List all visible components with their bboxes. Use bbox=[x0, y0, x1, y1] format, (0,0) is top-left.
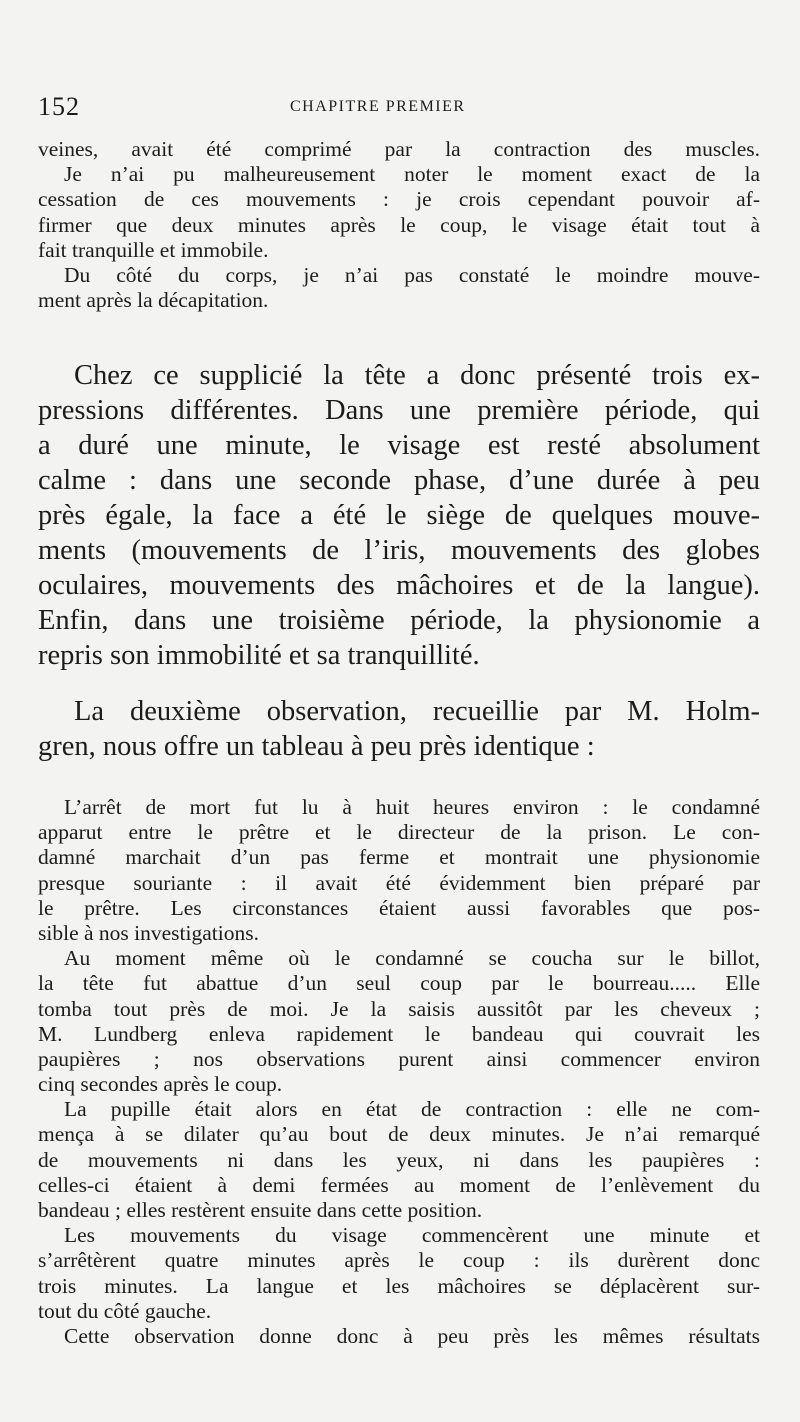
text-line: repris son immobilité et sa tranquillité. bbox=[38, 640, 480, 671]
text-line: gren, nous offre un tableau à peu près identique : bbox=[38, 731, 595, 762]
text-line: de mouvements ni dans les yeux, ni dans les paupières : bbox=[38, 1147, 760, 1172]
text-line: cinq secondes après le coup. bbox=[38, 1072, 283, 1097]
text-line: cessation de ces mouvements : je crois cependant pouvoir af- bbox=[38, 187, 760, 212]
text-line: veines, avait été comprimé par la contraction des muscles. bbox=[38, 137, 760, 161]
main-paragraph-2 bbox=[38, 694, 760, 764]
text-line: damné marchait d’un pas ferme et montrait une physionomie bbox=[38, 845, 760, 870]
text-line: ments (mouvements de l’iris, mouvements des globes bbox=[38, 535, 760, 566]
main-paragraph-1 bbox=[38, 358, 760, 673]
page-number: 152 bbox=[38, 92, 80, 121]
text-line: Au moment même où le condamné se coucha sur le billot, bbox=[64, 946, 760, 971]
text-line: celles-ci étaient à demi fermées au moment de l’enlèvement du bbox=[38, 1172, 760, 1197]
text-line: firmer que deux minutes après le coup, le visage était tout à bbox=[38, 212, 760, 237]
text-line: tomba tout près de moi. Je la saisis aussitôt par les cheveux ; bbox=[38, 996, 760, 1021]
text-line: près égale, la face a été le siège de quelques mouve- bbox=[38, 500, 760, 531]
text-line: apparut entre le prêtre et le directeur de la prison. Le con- bbox=[38, 820, 760, 845]
text-line: le prêtre. Les circonstances étaient aussi favorables que pos- bbox=[38, 895, 760, 920]
text-line: L’arrêt de mort fut lu à huit heures environ : le condamné bbox=[64, 795, 760, 819]
text-line: Chez ce supplicié la tête a donc présenté trois ex- bbox=[74, 360, 760, 391]
text-line: mença à se dilater qu’au bout de deux minutes. Je n’ai remarqué bbox=[38, 1122, 760, 1147]
text-line: calme : dans une seconde phase, d’une durée à peu bbox=[38, 465, 760, 496]
text-line: La deuxième observation, recueillie par M. Holm- bbox=[74, 696, 760, 727]
text-line: trois minutes. La langue et les mâchoires se déplacèrent sur- bbox=[38, 1273, 760, 1298]
text-line: La pupille était alors en état de contraction : elle ne com- bbox=[64, 1097, 760, 1122]
text-line: M. Lundberg enleva rapidement le bandeau qui couvrait les bbox=[38, 1021, 760, 1046]
text-line: Du côté du corps, je n’ai pas constaté le moindre mouve- bbox=[64, 262, 760, 287]
text-line: tout du côté gauche. bbox=[38, 1298, 212, 1323]
text-line: ment après la décapitation. bbox=[38, 288, 269, 313]
text-line: la tête fut abattue d’un seul coup par le bourreau..... Elle bbox=[38, 971, 760, 996]
text-line: Les mouvements du visage commencèrent une minute et bbox=[64, 1223, 760, 1248]
text-line: oculaires, mouvements des mâchoires et de la langue). bbox=[38, 570, 760, 601]
text-line: presque souriante : il avait été évidemment bien préparé par bbox=[38, 870, 760, 895]
quoted-passage-2 bbox=[38, 795, 760, 1349]
page-header bbox=[38, 92, 762, 122]
text-line: Enfin, dans une troisième période, la physionomie a bbox=[38, 605, 760, 636]
text-line: s’arrêtèrent quatre minutes après le coup : ils durèrent donc bbox=[38, 1248, 760, 1273]
quoted-passage-1 bbox=[38, 137, 760, 313]
text-line: fait tranquille et immobile. bbox=[38, 237, 269, 262]
text-line: Je n’ai pu malheureusement noter le moment exact de la bbox=[64, 162, 760, 187]
text-line: paupières ; nos observations purent ainsi commencer environ bbox=[38, 1046, 760, 1071]
text-line: Cette observation donne donc à peu près les mêmes résultats bbox=[64, 1323, 760, 1348]
text-line: pressions différentes. Dans une première période, qui bbox=[38, 395, 760, 426]
text-line: sible à nos investigations. bbox=[38, 920, 259, 945]
running-head: CHAPITRE PREMIER bbox=[290, 98, 466, 115]
text-line: bandeau ; elles restèrent ensuite dans cette position. bbox=[38, 1198, 483, 1222]
text-line: a duré une minute, le visage est resté absolument bbox=[38, 430, 760, 461]
